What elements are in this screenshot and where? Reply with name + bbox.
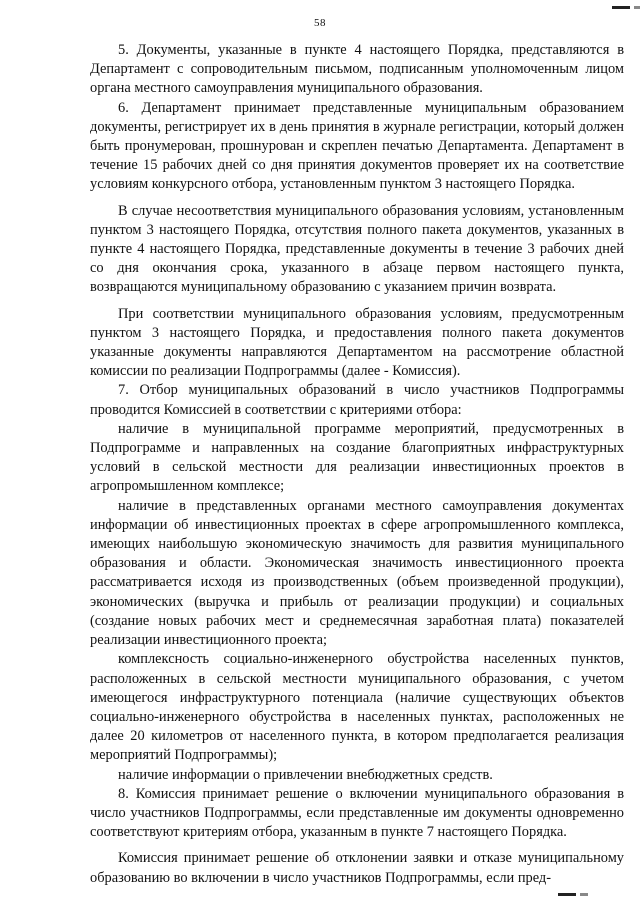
paragraph-8: 8. Комиссия принимает решение о включении муниципального образования в число участников Подпрограммы, если представленные им документы одновременно соответствуют критериям отбора, указанным в пункте 7 настоящего Порядка.	[90, 785, 624, 841]
scan-mark-bottom	[558, 893, 576, 896]
paragraph-6: 6. Департамент принимает представленные муниципальным образованием документы, регистрирует их в день принятия в журнале регистрации, который должен быть пронумерован, прошнурован и скреплен печатью Департамента. Департамент в течение 15 рабочих дней со дня принятия документов проверяет их на соответствие условиям конкурсного отбора, установленным пунктом 3 настоящего Порядка.	[90, 99, 624, 193]
paragraph-6-conformity: При соответствии муниципального образования условиям, предусмотренным пунктом 3 настоящего Порядка, и предоставления полного пакета документов указанные документы направляются Департаментом на рассмотрение областной комиссии по реализации Подпрограммы (далее - Комиссия).	[90, 305, 624, 380]
criterion-extrabudgetary: наличие информации о привлечении внебюджетных средств.	[118, 766, 493, 783]
paragraph-6-nonconformity: В случае несоответствия муниципального образования условиям, установленным пунктом 3 настоящего Порядка, отсутствия полного пакета документов, указанных в пункте 4 настоящего Порядка, представленные документы в течение 3 рабочих дней со дня окончания срока, указанного в абзаце первом настоящего пункта, возвращаются муниципальному образованию с указанием причин возврата.	[90, 202, 624, 296]
paragraph-7: 7. Отбор муниципальных образований в число участников Подпрограммы проводится Комиссией в соответствии с критериями отбора:	[90, 382, 624, 418]
criterion-infrastructure: комплексность социально-инженерного обустройства населенных пунктов, расположенных в сельской местности муниципального образования, с учетом имеющегося инфраструктурного потенциала (наличие существующих объектов социально-инженерного обустройства в населенных пунктах, расположенных не далее 20 километров от населенного пункта, в котором предполагается реализация мероприятий Подпрограммы);	[90, 651, 624, 764]
criterion-program-measures: наличие в муниципальной программе мероприятий, предусмотренных в Подпрограмме и направленных на создание благоприятных инфраструктурных условий в сельской местности для реализации инвестиционных проектов в агропромышленном комплексе;	[90, 420, 624, 495]
paragraph-5: 5. Документы, указанные в пункте 4 настоящего Порядка, представляются в Департамент с сопроводительным письмом, подписанным уполномоченным лицом органа местного самоуправления муниципального образования.	[90, 42, 624, 97]
document-body	[90, 41, 624, 888]
page-number: 58	[314, 17, 326, 29]
criterion-investment-projects: наличие в представленных органами местного самоуправления документах информации об инвестиционных проектах в сфере агропромышленного комплекса, имеющих наибольшую экономическую значимость для развития муниципального образования и области. Экономическая значимость инвестиционного проекта рассматривается исходя из производственных (объем произведенной продукции), экономических (выручка и прибыль от реализации продукции) и социальных (создание новых рабочих мест и среднемесячная заработная плата) показателей реализации инвестиционного проекта;	[90, 497, 624, 649]
paragraph-8-rejection: Комиссия принимает решение об отклонении заявки и отказе муниципальному образованию во включении в число участников Подпрограммы, если пред-	[90, 850, 624, 886]
scan-mark-top	[612, 6, 630, 9]
